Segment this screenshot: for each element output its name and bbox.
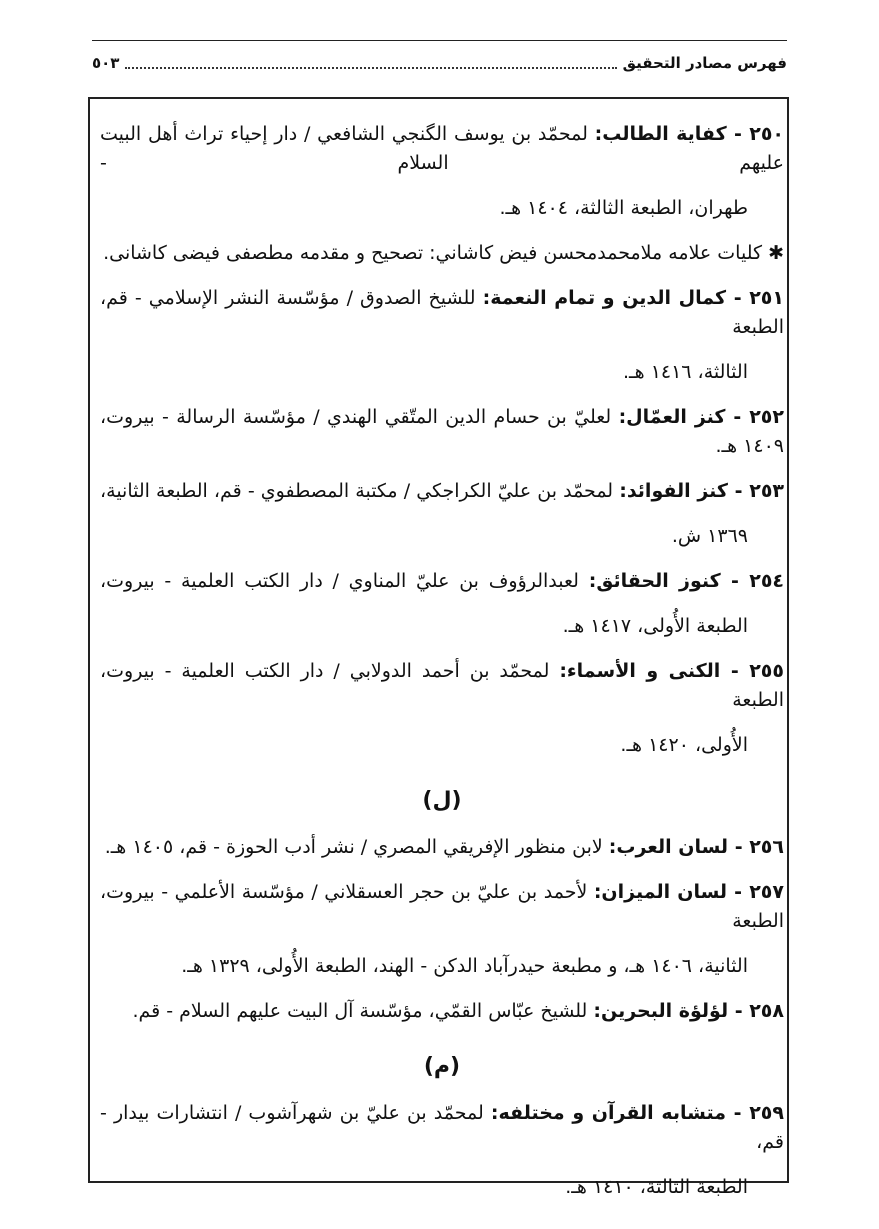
entry-line [100, 231, 784, 276]
entry-details: لمحمّد بن عليّ الكراجكي / مكتبة المصطفوي - قم، الطبعة الثانية، [100, 480, 614, 502]
entry-number: ٢٥٨ [749, 1000, 784, 1022]
entry-line: ٢٥٤ - كنوز الحقائق: لعبدالرؤوف بن عليّ المناوي / دار الكتب العلمية - بيروت، [100, 570, 785, 592]
entry-line: ٢٥٩ - متشابه القرآن و مختلفه: لمحمّد بن عليّ بن شهرآشوب / انتشارات بيدار - قم، [100, 1102, 784, 1153]
entry-256 [100, 825, 784, 870]
entry-number: ٢٥٧ [749, 881, 784, 903]
entry-continuation: ١٣٦٩ ش. [671, 525, 748, 547]
entry-continuation: طهران، الطبعة الثالثة، ١٤٠٤ هـ. [499, 197, 748, 219]
entry-star [100, 231, 784, 276]
entry-title: كنز العمّال: [618, 406, 726, 428]
entry-number: ٢٥٤ [749, 570, 785, 592]
entry-number: ٢٥٩ [749, 1102, 784, 1124]
entry-number: ٢٥١ [749, 287, 784, 309]
entry-continuation: الثانية، ١٤٠٦ هـ، و مطبعة حيدرآباد الدكن - الهند، الطبعة الأُولى، ١٣٢٩ هـ. [181, 955, 748, 977]
entry-details: لعبدالرؤوف بن عليّ المناوي / دار الكتب العلمية - بيروت، [100, 570, 579, 592]
entry-title: الكنى و الأسماء: [559, 660, 721, 682]
entry-252 [100, 395, 784, 469]
entry-259 [100, 1091, 784, 1210]
header-rule [92, 40, 787, 41]
entry-251 [100, 276, 784, 395]
entry-line: ٢٥٠ - كفاية الطالب: لمحمّد بن يوسف الگنجي الشافعي / دار إحياء تراث أهل البيت عليهم السلام - [100, 123, 785, 174]
entry-257 [100, 870, 784, 989]
entry-title: كنز الفوائد: [619, 480, 728, 502]
entry-title: لسان الميزان: [593, 881, 728, 903]
page-header [92, 40, 787, 80]
page-number: ٥٠٣ [92, 54, 120, 72]
entry-title: كنوز الحقائق: [588, 570, 721, 592]
entry-continuation: الطبعة الثالثة، ١٤١٠ هـ. [565, 1176, 748, 1198]
entry-number: ٢٥٣ [749, 480, 785, 502]
entry-number: ٢٥٠ [749, 123, 785, 145]
entry-255 [100, 649, 784, 768]
entry-258 [100, 989, 784, 1034]
entry-number: ٢٥٢ [749, 406, 784, 428]
entry-details: لمحمّد بن يوسف الگنجي الشافعي / دار إحياء تراث أهل البيت عليهم السلام - [100, 123, 784, 174]
header-row [92, 51, 787, 75]
entry-continuation: الأُولى، ١٤٢٠ هـ. [620, 734, 748, 756]
entry-title: كفاية الطالب: [594, 123, 727, 145]
entry-details: للشيخ عبّاس القمّي، مؤسّسة آل البيت عليهم السلام - قم. [132, 1000, 588, 1022]
section-heading-mim: (م) [423, 1054, 461, 1079]
entry-details: لابن منظور الإفريقي المصري / نشر أدب الحوزة - قم، ١٤٠٥ هـ. [104, 836, 603, 858]
entry-line: ٢٥٧ - لسان الميزان: لأحمد بن عليّ بن حجر العسقلاني / مؤسّسة الأعلمي - بيروت، الطبعة [100, 881, 784, 932]
entry-line: ٢٥٣ - كنز الفوائد: لمحمّد بن عليّ الكراجكي / مكتبة المصطفوي - قم، الطبعة الثانية، [100, 480, 785, 502]
entry-details: لمحمّد بن عليّ بن شهرآشوب / انتشارات بيدار - قم، [100, 1102, 784, 1153]
entry-continuation: الثالثة، ١٤١٦ هـ. [623, 361, 748, 383]
entry-254 [100, 559, 784, 649]
entry-line: ٢٥٨ - لؤلؤة البحرين: للشيخ عبّاس القمّي، مؤسّسة آل البيت عليهم السلام - قم. [132, 1000, 784, 1022]
section-heading-lam: (ل) [422, 788, 462, 813]
entry-line: ٢٥٥ - الكنى و الأسماء: لمحمّد بن أحمد الدولابي / دار الكتب العلمية - بيروت، الطبعة [100, 660, 784, 711]
entry-number: ٢٥٦ [749, 836, 784, 858]
entry-line: ٢٥٦ - لسان العرب: لابن منظور الإفريقي المصري / نشر أدب الحوزة - قم، ١٤٠٥ هـ. [104, 836, 784, 858]
entry-250 [100, 112, 784, 231]
entry-line: ٢٥١ - كمال الدين و تمام النعمة: للشيخ الصدوق / مؤسّسة النشر الإسلامي - قم، الطبعة [100, 287, 784, 338]
entry-number: ٢٥٥ [749, 660, 784, 682]
entry-title: لؤلؤة البحرين: [593, 1000, 729, 1022]
entry-details: لأحمد بن عليّ بن حجر العسقلاني / مؤسّسة الأعلمي - بيروت، الطبعة [100, 881, 784, 932]
entry-details: لمحمّد بن أحمد الدولابي / دار الكتب العلمية - بيروت، الطبعة [100, 660, 784, 711]
entry-details: كليات علامه ملامحمدمحسن فيض كاشاني: تصحيح و مقدمه مطصفى فيضى كاشانى. [103, 242, 763, 264]
entry-title: لسان العرب: [608, 836, 729, 858]
bibliography-list [100, 112, 784, 1210]
entry-title: متشابه القرآن و مختلفه: [490, 1102, 726, 1124]
asterisk-icon: ✱ [768, 242, 784, 264]
entry-details: لعليّ بن حسام الدين المتّقي الهندي / مؤسّسة الرسالة - بيروت، ١٤٠٩ هـ. [100, 406, 784, 457]
running-title: فهرس مصادر التحقيق [622, 54, 787, 72]
entry-title: كمال الدين و تمام النعمة: [482, 287, 727, 309]
entry-253 [100, 469, 784, 559]
entry-line: ٢٥٢ - كنز العمّال: لعليّ بن حسام الدين المتّقي الهندي / مؤسّسة الرسالة - بيروت، ١٤٠٩ هـ. [100, 406, 784, 457]
dot-leader [125, 57, 616, 69]
entry-details: للشيخ الصدوق / مؤسّسة النشر الإسلامي - قم، الطبعة [100, 287, 784, 338]
entry-continuation: الطبعة الأُولى، ١٤١٧ هـ. [562, 615, 748, 637]
